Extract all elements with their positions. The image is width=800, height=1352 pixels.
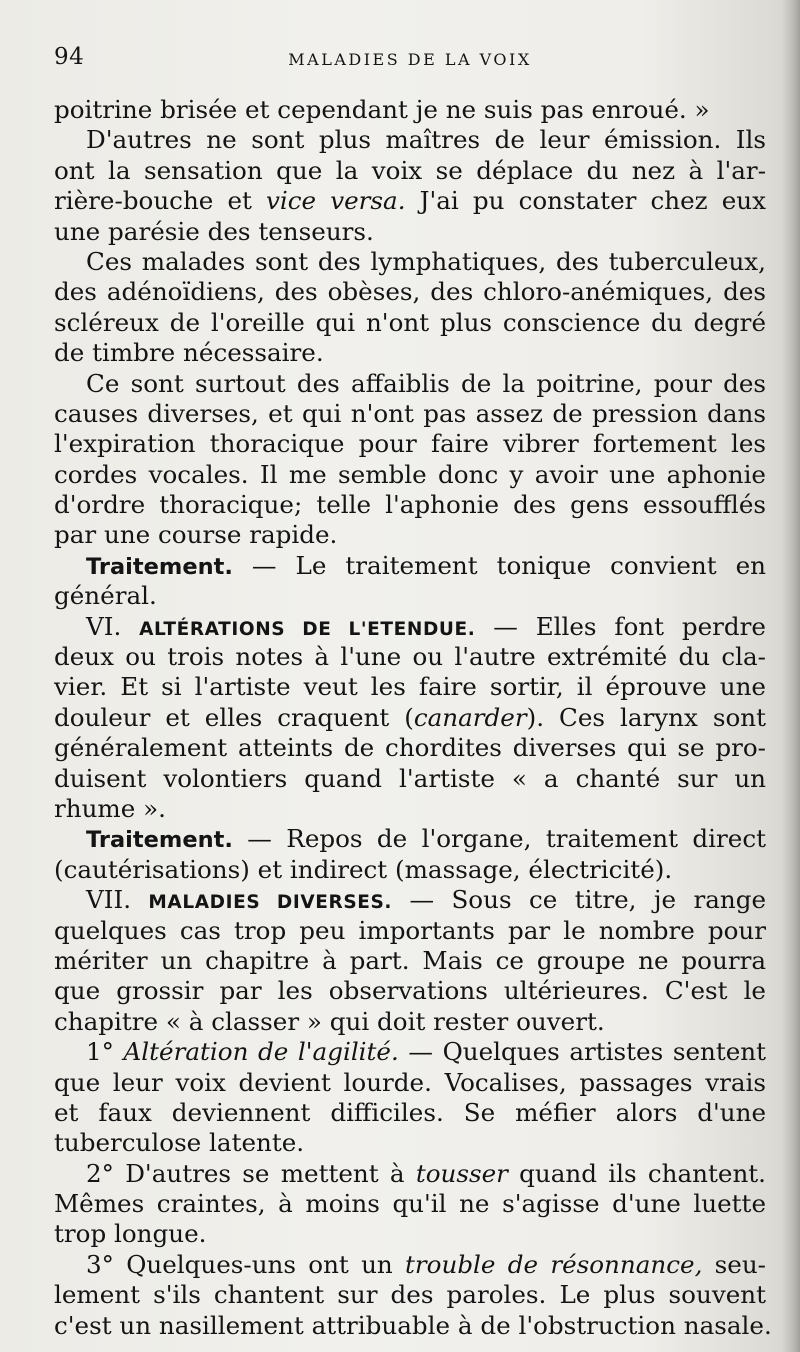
body-text — [54, 95, 772, 1341]
text-line: chapitre « à classer » qui doit rester ouvert. — [54, 1006, 605, 1036]
text-line: Ce sont surtout des affaiblis de la poitrine, pour des — [86, 368, 766, 398]
section-heading-treatment: Traitement. — [86, 553, 233, 580]
page-header — [54, 44, 766, 78]
text-line: lement s'ils chantent sur des paroles. Le plus souvent — [54, 1280, 766, 1310]
text-line: ont la sensation que la voix se déplace du nez à l'ar- — [54, 155, 766, 185]
text-line: général. — [54, 581, 157, 611]
text-line: 2° D'autres se mettent à tousser quand ils chantent. — [86, 1158, 766, 1188]
text-line: VII. MALADIES DIVERSES. — Sous ce titre, je range — [86, 885, 767, 915]
text-line: poitrine brisée et cependant je ne suis pas enroué. » — [54, 95, 710, 124]
section-heading-etendue: ALTÉRATIONS DE L'ETENDUE. — [139, 618, 476, 640]
text-line: 1° Altération de l'agilité. — Quelques artistes sentent — [86, 1037, 766, 1067]
text-line: l'expiration thoracique pour faire vibrer fortement les — [54, 429, 766, 459]
text-line: Traitement. — Le traitement tonique convient en — [86, 550, 766, 580]
text-line: c'est un nasillement attribuable à de l'obstruction nasale. — [54, 1310, 772, 1340]
text-line: Traitement. — Repos de l'organe, traitement direct — [86, 824, 766, 854]
text-line: duisent volontiers quand l'artiste « a chanté sur un — [54, 763, 766, 793]
text-line: douleur et elles craquent (canarder). Ces larynx sont — [54, 702, 766, 732]
text-line: rière-bouche et vice versa. J'ai pu constater chez eux — [54, 186, 766, 216]
text-line: par une course rapide. — [54, 520, 338, 550]
text-line: deux ou trois notes à l'une ou l'autre extrémité du cla- — [54, 642, 766, 672]
text-line: 3° Quelques-uns ont un trouble de résonnance, seu- — [86, 1249, 766, 1279]
text-line: que leur voix devient lourde. Vocalises, passages vrais — [54, 1067, 766, 1097]
text-line: de timbre nécessaire. — [54, 338, 324, 368]
text-line: VI. ALTÉRATIONS DE L'ETENDUE. — Elles font perdre — [86, 611, 766, 641]
text-line: mériter un chapitre à part. Mais ce groupe ne pourra — [54, 945, 766, 975]
text-line: cordes vocales. Il me semble donc y avoir une aphonie — [54, 459, 766, 489]
spine-shadow — [782, 0, 800, 1352]
section-heading-treatment: Traitement. — [86, 827, 233, 854]
text-line: tuberculose latente. — [54, 1128, 305, 1158]
text-line: trop longue. — [54, 1219, 207, 1249]
text-line: et faux deviennent difficiles. Se méfier alors d'une — [54, 1097, 766, 1127]
section-heading-maladies: MALADIES DIVERSES. — [148, 892, 393, 914]
text-line: (cautérisations) et indirect (massage, électricité). — [54, 854, 673, 884]
text-line: d'ordre thoracique; telle l'aphonie des gens essoufflés — [54, 490, 766, 520]
text-line: des adénoïdiens, des obèses, des chloro-anémiques, des — [54, 277, 766, 307]
running-title: MALADIES DE LA VOIX — [288, 50, 532, 69]
page-number: 94 — [54, 44, 85, 70]
text-line: une parésie des tenseurs. — [54, 216, 374, 246]
text-line: que grossir par les observations ultérieures. C'est le — [54, 976, 766, 1006]
text-line: D'autres ne sont plus maîtres de leur émission. Ils — [86, 125, 766, 155]
text-line: quelques cas trop peu importants par le nombre pour — [54, 915, 766, 945]
text-line: généralement atteints de chordites diverses qui se pro- — [54, 733, 766, 763]
text-line: causes diverses, et qui n'ont pas assez de pression dans — [54, 398, 766, 428]
text-line: vier. Et si l'artiste veut les faire sortir, il éprouve une — [54, 672, 766, 702]
text-line: scléreux de l'oreille qui n'ont plus conscience du degré — [54, 307, 766, 337]
text-line: Mêmes craintes, à moins qu'il ne s'agisse d'une luette — [54, 1189, 766, 1219]
text-line: rhume ». — [54, 793, 166, 823]
text-line: Ces malades sont des lymphatiques, des tuberculeux, — [86, 246, 766, 276]
